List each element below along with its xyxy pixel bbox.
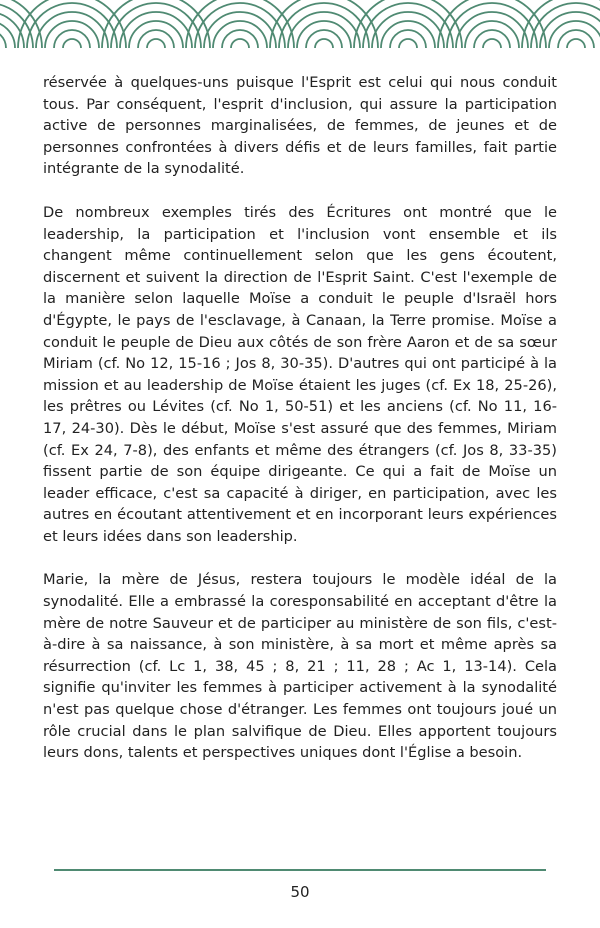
header-arc bbox=[363, 3, 453, 48]
header-arc bbox=[27, 3, 117, 48]
header-arc bbox=[0, 30, 6, 48]
header-arc bbox=[195, 3, 285, 48]
header-arc bbox=[381, 21, 435, 48]
page-body bbox=[43, 72, 557, 786]
paragraph-2: De nombreux exemples tirés des Écritures ont montré que le leadership, la participation et l'inclusion vont ensemble et ils changent même continuellement selon que les gens écoutent, discernent et suivent la direction de l'Esprit Saint. C'est l'exemple de la manière selon laquelle Moïse a conduit le peuple d'Israël hors d'Égypte, le pays de l'esclavage, à Canaan, la Terre promise. Moïse a conduit le peuple de Dieu aux côtés de son frère Aaron et de sa sœur Miriam (cf. No 12, 15-16 ; Jos 8, 30-35). D'autres qui ont participé à la mission et au leadership de Moïse étaient les juges (cf. Ex 18, 25-26), les prêtres ou Lévites (cf. No 1, 50-51) et les anciens (cf. No 11, 16-17, 24-30). Dès le début, Moïse s'est assuré que des femmes, Miriam (cf. Ex 24, 7-8), des enfants et même des étrangers (cf. Jos 8, 33-35) fissent partie de son équipe dirigeante. Ce qui a fait de Moïse un leader efficace, c'est sa capacité à diriger, en participation, avec les autres en écoutant attentivement et en incorporant leurs expériences et leurs idées dans son leadership. bbox=[43, 203, 557, 545]
header-arc bbox=[297, 21, 351, 48]
header-arc bbox=[465, 21, 519, 48]
header-arc bbox=[147, 39, 165, 48]
header-arc bbox=[447, 3, 537, 48]
header-arc bbox=[129, 21, 183, 48]
header-arc bbox=[111, 3, 201, 48]
footer-divider bbox=[54, 869, 546, 871]
header-arc bbox=[567, 39, 585, 48]
header-arc bbox=[549, 21, 600, 48]
header-arc bbox=[399, 39, 417, 48]
header-arc bbox=[45, 21, 99, 48]
header-arc-pattern bbox=[0, 0, 600, 48]
header-arc bbox=[0, 21, 15, 48]
paragraph-3: Marie, la mère de Jésus, restera toujours le modèle idéal de la synodalité. Elle a embrassé la coresponsabilité en acceptant d'être la mère de notre Sauveur et de participer au ministère de son fils, c'est-à-dire à sa naissance, à son ministère, à sa mort et même après sa résurrection (cf. Lc 1, 38, 45 ; 8, 21 ; 11, 28 ; Ac 1, 13-14). Cela signifie qu'inviter les femmes à participer activement à la synodalité n'est pas quelque chose d'étranger. Les femmes ont toujours joué un rôle crucial dans le plan salvifique de Dieu. Elles apportent toujours leurs dons, talents et perspectives uniques dont l'Église a besoin. bbox=[43, 571, 557, 762]
header-arc bbox=[231, 39, 249, 48]
header-arc bbox=[483, 39, 501, 48]
header-arc bbox=[63, 39, 81, 48]
header-arc bbox=[315, 39, 333, 48]
header-arc bbox=[279, 3, 369, 48]
header-arc bbox=[213, 21, 267, 48]
paragraph-1: réservée à quelques-uns puisque l'Esprit est celui qui nous conduit tous. Par conséquent, l'esprit d'inclusion, qui assure la participation active de personnes marginalisées, de femmes, de jeunes et de personnes confrontées à divers défis et de leurs familles, fait partie intégrante de la synodalité. bbox=[43, 74, 557, 178]
page-number: 50 bbox=[290, 883, 310, 901]
